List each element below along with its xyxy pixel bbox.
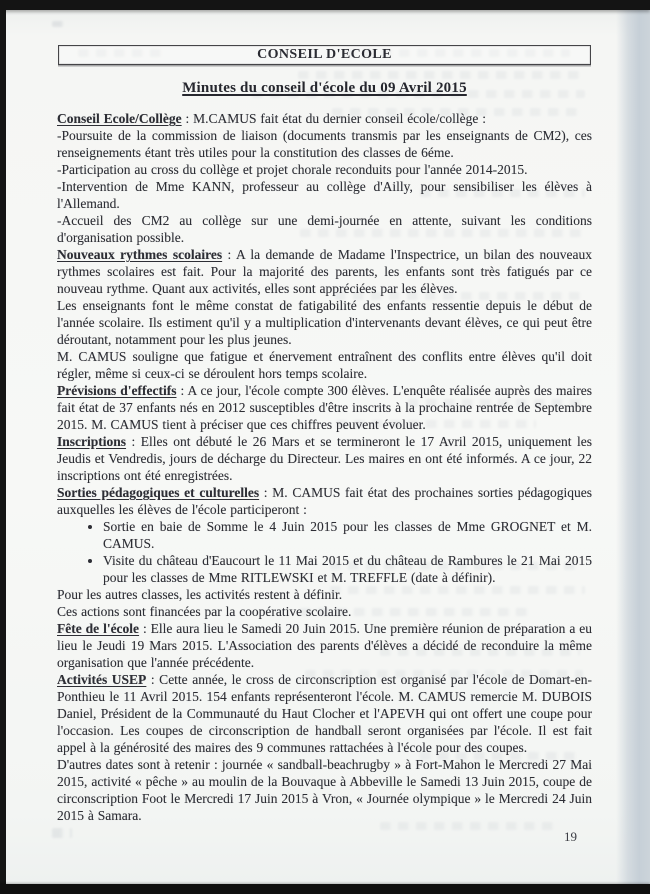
paragraph-text: D'autres dates sont à retenir : journée « sandball-beachrugby » à Fort-Mahon le Mercredi 27 Mai 2015, activité « pêche » au moulin de la Bouvaque à Abbeville le Samedi 13 Juin 2015, coupe de circonscription Foot le Mercredi 17 Juin 2015 à Vron, « Journée olympique » le Mercredi 24 Juin 2015 à Samara. [57,757,592,823]
paragraph-text: : A la demande de Madame l'Inspectrice, un bilan des nouveaux rythmes scolaires est fait. Pour la majorité des parents, les enfants sont très fatigués par ce nouveau rythme. Quant aux activités, elles sont appréciées par les élèves. [57,247,592,296]
paragraph-text: : Elles ont débuté le 26 Mars et se termineront le 17 Avril 2015, uniquement les Jeudis et Vendredis, jours de décharge du Directeur. Les maires en ont été informés. A ce jour, 22 inscriptions ont été enregistrées. [57,434,592,483]
paragraph-text: Pour les autres classes, les activités restent à définir. [57,587,343,602]
paragraph-text: : Cette année, le cross de circonscription est organisé par l'école de Domart-en-Ponthieu le 11 Avril 2015. 154 enfants représenteront l'école. M. CAMUS remercie M. DUBOIS Daniel, Président de la Communauté du Haut Clocher et l'APEVH qui ont offert une coupe pour l'occasion. Les coupes de circonscription de handball seront organisées par l'école. Il est fait appel à la générosité des maires des 9 communes rattachées à l'école pour des coupes. [57,672,592,755]
scanner-background-strip [616,10,650,884]
paragraph-text: Ces actions sont financées par la coopérative scolaire. [57,604,352,619]
paragraph [57,586,592,603]
paragraph-text: -Poursuite de la commission de liaison (documents transmis par les enseignants de CM2), ces renseignements étant très utiles pour la constitution des classes de 6éme. [57,128,592,160]
section-heading: Nouveaux rythmes scolaires [57,247,223,262]
section-heading: Activités USEP [57,672,147,687]
bullet-list [57,518,592,586]
paragraph [57,212,592,246]
paragraph-previsions-effectifs [57,382,592,433]
section-heading: Fête de l'école [57,621,140,636]
paragraph [57,297,592,348]
paragraph-inscriptions [57,433,592,484]
paragraph [57,178,592,212]
paragraph-activites-usep [57,671,592,756]
section-heading: Sorties pédagogiques et culturelles [57,485,260,500]
paragraph-sorties-pedagogiques [57,484,592,518]
paragraph-fete-ecole [57,620,592,671]
scan-edge-left [0,0,6,894]
paragraph-text: : M.CAMUS fait état du dernier conseil école/collège : [181,111,487,126]
page-number: 19 [564,829,577,844]
paragraph-text: -Participation au cross du collège et projet chorale reconduits pour l'année 2014-2015. [57,162,528,177]
paragraph-text: : Elle aura lieu le Samedi 20 Juin 2015. Une première réunion de préparation a eu lieu le Jeudi 19 Mars 2015. L'Association des parents d'élèves a décidé de reconduire la même organisation que l'année précédente. [57,621,592,670]
paragraph-nouveaux-rythmes [57,246,592,297]
paragraph-text: M. CAMUS souligne que fatigue et énervement entraînent des conflits entre élèves qu'il doit régler, même si ceux-ci se déroulent hors temps scolaire. [57,349,592,381]
paragraph-text: -Intervention de Mme KANN, professeur au collège d'Ailly, pour sensibiliser les élèves à l'Allemand. [57,179,592,211]
paragraph [57,127,592,161]
paragraph-conseil-ecole-college [57,110,592,127]
paragraph [57,161,592,178]
bleed-through-artifact [52,21,64,27]
boxed-header [58,45,591,65]
scan-edge-bottom [0,884,650,894]
section-heading: Conseil Ecole/Collège [57,111,182,126]
paragraph [57,756,592,824]
bleed-through-artifact [298,71,586,79]
bleed-through-artifact [52,828,72,838]
list-item: • Visite du château d'Eaucourt le 11 Mai 2015 et du château de Rambures le 21 Mai 2015 pour les classes de Mme RITLEWSKI et M. TREFFLE (date à définir). [103,552,592,586]
document-body [57,80,592,824]
paragraph [57,348,592,382]
paragraph-text: : M. CAMUS fait état des prochaines sorties pédagogiques auxquelles les élèves de l'école participeront : [57,485,592,517]
paragraph-text: Les enseignants font le même constat de fatigabilité des enfants ressentie depuis le début de l'année scolaire. Ils estiment qu'il y a multiplication d'intervenants devant élèves, ce qui peut être déroutant, notamment pour les plus jeunes. [57,298,592,347]
paragraph-text: : A ce jour, l'école compte 300 élèves. L'enquête réalisée auprès des maires fait état de 37 enfants nés en 2012 susceptibles d'être inscrits à la prochaine rentrée de Septembre 2015. M. CAMUS tient à préciser que ces chiffres peuvent évoluer. [57,383,592,432]
document-title: Minutes du conseil d'école du 09 Avril 2015 [182,80,467,96]
boxed-header-title: CONSEIL D'ECOLE [257,47,392,62]
section-heading: Prévisions d'effectifs [57,383,177,398]
scan-edge-top [0,0,650,10]
list-item: • Sortie en baie de Somme le 4 Juin 2015 pour les classes de Mme GROGNET et M. CAMUS. [103,518,592,552]
section-heading: Inscriptions [57,434,127,449]
paragraph-text: -Accueil des CM2 au collège sur une demi-journée en attente, suivant les conditions d'organisation possible. [57,213,592,245]
paragraph [57,603,592,620]
